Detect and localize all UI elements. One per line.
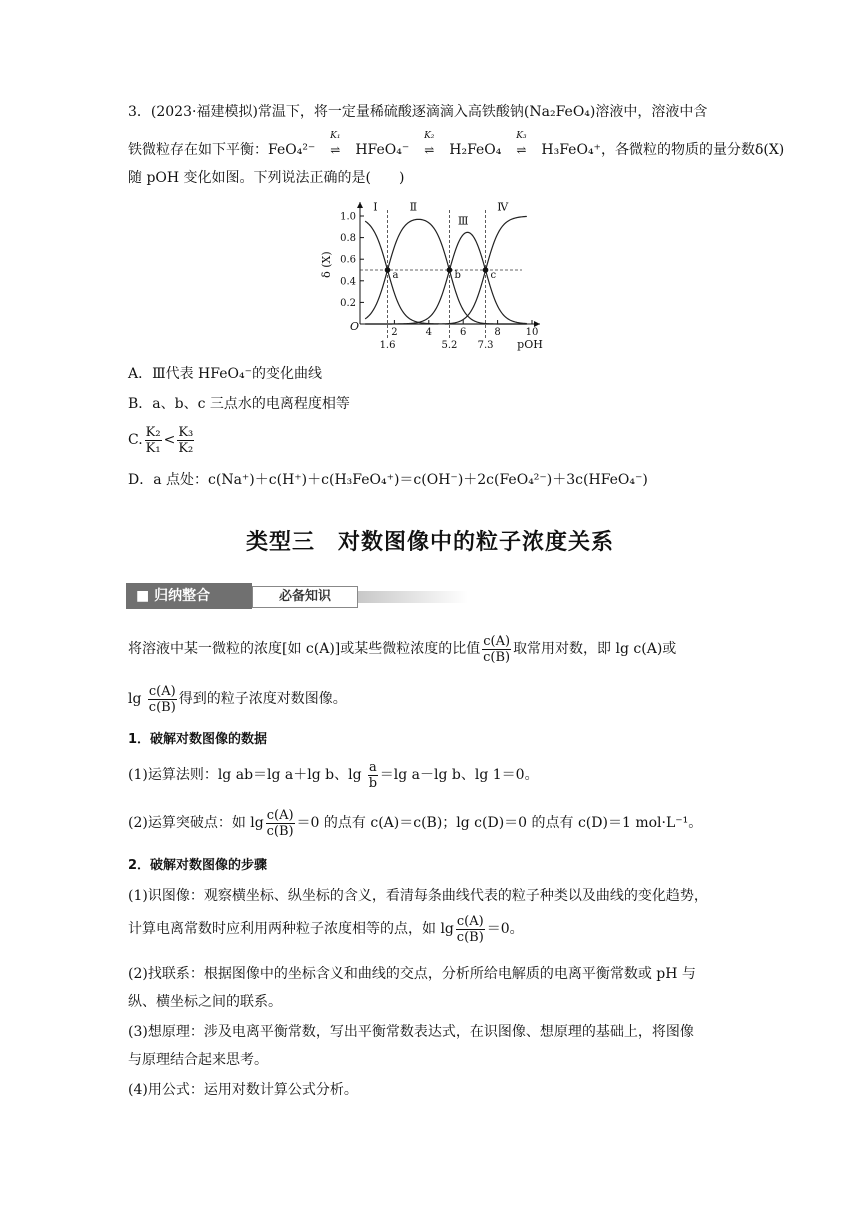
intro-text-c: lg	[128, 691, 146, 707]
species-4: H₃FeO₄⁺	[541, 142, 601, 158]
intro-line-2	[128, 682, 347, 716]
y-axis-label: δ (X)	[320, 251, 333, 278]
rule-1-text-b: ＝lg a－lg b、lg 1＝0。	[379, 767, 539, 783]
fraction-k3-k2	[177, 425, 194, 456]
x-tick-label: 10	[525, 327, 539, 338]
rule-2-text-b: ＝0 的点有 c(A)＝c(B)；lg c(D)＝0 的点有 c(D)＝1 mol·L⁻¹。	[296, 815, 703, 831]
point-label-b: b	[454, 270, 461, 281]
series-label-3: Ⅲ	[457, 214, 469, 228]
delta-poh-chart	[310, 196, 550, 356]
equilibrium-arrow-2	[412, 131, 446, 160]
banner-label: ■ 归纳整合	[126, 583, 252, 609]
k3-label: K₃	[516, 131, 527, 141]
equilibrium-icon: ⇌	[424, 143, 435, 157]
species-2: HFeO₄⁻	[355, 142, 410, 158]
intro-text-a: 将溶液中某一微粒的浓度[如 c(A)]或某些微粒浓度的比值	[128, 641, 481, 657]
section-title: 类型三 对数图像中的粒子浓度关系	[245, 530, 614, 555]
option-c	[128, 424, 196, 456]
species-3: H₂FeO₄	[449, 142, 502, 158]
k1-label: K₁	[330, 131, 341, 141]
y-tick-label: 0.8	[340, 233, 356, 245]
x-tick-label-bottom: 7.3	[477, 340, 494, 351]
y-axis-arrow	[357, 202, 363, 208]
series-label-1: Ⅰ	[373, 200, 378, 214]
option-a: A．Ⅲ代表 HFeO₄⁻的变化曲线	[128, 366, 322, 382]
x-axis-label: pOH	[517, 338, 543, 351]
y-tick-label: 1.0	[340, 211, 356, 223]
frac-den: c(B)	[148, 699, 176, 715]
frac-num: a	[369, 759, 377, 775]
frac-num: c(A)	[456, 913, 484, 929]
s2-step-2a: (2)找联系：根据图像中的坐标含义和曲线的交点，分析所给电解质的电离平衡常数或 pH 与	[128, 966, 696, 982]
option-b: B．a、b、c 三点水的电离程度相等	[128, 396, 350, 412]
step-1-text-c: ＝0。	[486, 921, 524, 937]
q2-suffix: ，各微粒的物质的量分数δ(X)	[600, 142, 785, 158]
x-tick-label: 6	[460, 327, 467, 338]
rule-1-text-a: (1)运算法则：lg ab＝lg a＋lg b、lg	[128, 767, 367, 783]
frac-num: K₃	[178, 424, 194, 440]
frac-den: K₁	[145, 440, 161, 456]
point-c	[483, 267, 489, 273]
frac-num: c(A)	[148, 683, 176, 699]
chart-guides	[360, 210, 522, 338]
k2-label: K₂	[424, 131, 435, 141]
origin-label: O	[350, 320, 360, 333]
point-label-a: a	[392, 270, 399, 281]
equilibrium-arrow-3	[504, 131, 538, 160]
frac-den: K₂	[178, 440, 194, 456]
s2-step-1a: (1)识图像：观察横坐标、纵坐标的含义，看清每条曲线代表的粒子种类以及曲线的变化趋势，	[128, 888, 708, 904]
step-1-text-b: 计算电离常数时应利用两种粒子浓度相等的点，如 lg	[128, 921, 454, 937]
fraction-ca-cb	[266, 808, 295, 839]
fraction-ca-cb	[148, 684, 177, 715]
section-1-heading: 1．破解对数图像的数据	[128, 732, 268, 747]
option-c-prefix: C.	[128, 432, 143, 448]
x-tick-label-bottom: 5.2	[441, 340, 458, 351]
frac-num: c(A)	[483, 633, 511, 649]
frac-den: b	[368, 775, 378, 791]
banner-fade	[358, 591, 468, 603]
s2-step-3b: 与原理结合起来思考。	[128, 1052, 268, 1068]
frac-num: K₂	[145, 424, 161, 440]
intro-line-1	[128, 632, 676, 666]
s2-step-3a: (3)想原理：涉及电离平衡常数，写出平衡常数表达式，在识图像、想原理的基础上，将图像	[128, 1024, 694, 1040]
y-tick-label: 0.4	[340, 276, 356, 288]
intro-text-b: 取常用对数，即 lg c(A)或	[513, 641, 677, 657]
y-tick-label: 0.6	[340, 254, 356, 266]
fraction-ca-cb	[482, 634, 511, 665]
point-a	[385, 267, 391, 273]
series-label-4: Ⅳ	[497, 200, 509, 214]
point-b	[447, 267, 453, 273]
curve-I	[365, 221, 527, 324]
frac-den: c(B)	[483, 649, 511, 665]
frac-den: c(B)	[266, 823, 294, 839]
section-2-heading: 2．破解对数图像的步骤	[128, 858, 268, 873]
section-banner	[126, 583, 468, 609]
x-tick-label-bottom: 1.6	[379, 340, 396, 351]
banner-tag: 必备知识	[252, 586, 358, 608]
y-tick-label: 0.2	[340, 297, 356, 309]
s1-rule-2	[128, 806, 702, 840]
x-tick-label: 8	[494, 327, 501, 338]
chart-labels	[320, 201, 543, 351]
point-label-c: c	[490, 270, 497, 281]
equilibrium-icon: ⇌	[516, 143, 527, 157]
equilibrium-icon: ⇌	[330, 143, 341, 157]
question-line-3: 随 pOH 变化如图。下列说法正确的是( )	[128, 170, 405, 186]
fraction-ca-cb	[456, 914, 485, 945]
s2-step-1b	[128, 912, 524, 946]
rule-2-text-a: (2)运算突破点：如 lg	[128, 815, 264, 831]
s2-step-4: (4)用公式：运用对数计算公式分析。	[128, 1082, 358, 1098]
option-d: D．a 点处：c(Na⁺)＋c(H⁺)＋c(H₃FeO₄⁺)＝c(OH⁻)＋2c(FeO₄²⁻)＋3c(HFeO₄⁻)	[128, 472, 648, 488]
q2-prefix: 铁微粒存在如下平衡：	[128, 142, 268, 158]
question-line-2	[128, 131, 785, 160]
s2-step-2b: 纵、横坐标之间的联系。	[128, 994, 282, 1010]
fraction-k2-k1	[145, 425, 162, 456]
frac-den: c(B)	[456, 929, 484, 945]
frac-num: c(A)	[266, 807, 294, 823]
equilibrium-arrow-1	[318, 131, 352, 160]
intro-text-d: 得到的粒子浓度对数图像。	[178, 691, 347, 707]
chart-axes	[357, 202, 540, 327]
question-line-1: 3．(2023·福建模拟)常温下，将一定量稀硫酸逐滴滴入高铁酸钠(Na₂FeO₄)溶液中，溶液中含	[128, 104, 708, 120]
x-tick-label: 4	[425, 327, 432, 338]
fraction-a-b	[368, 760, 378, 791]
less-than: <	[163, 432, 176, 448]
s1-rule-1	[128, 758, 539, 792]
series-label-2: Ⅱ	[409, 200, 418, 214]
species-1: FeO₄²⁻	[268, 142, 316, 158]
x-tick-label: 2	[391, 327, 398, 338]
